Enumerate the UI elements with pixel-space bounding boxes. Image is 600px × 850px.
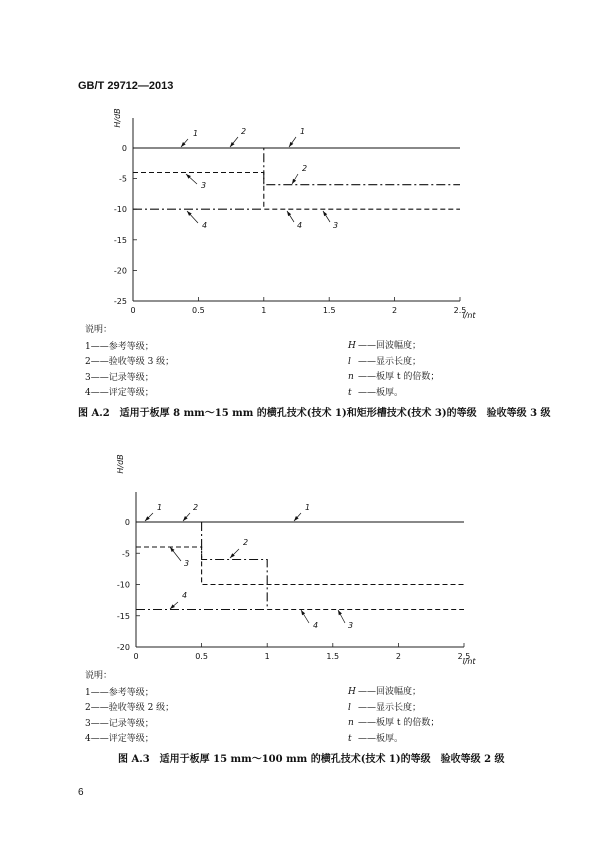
x-axis-label: l/nt [462,657,476,666]
y-tick-label: -5 [119,174,127,184]
legend-symbol-row: l ——显示长度； [348,356,422,367]
x-tick-label: 1.5 [326,652,340,661]
legend-symbol-row: n ——板厚 t 的倍数； [348,718,440,728]
fig-a3-legend-right [348,685,439,747]
x-tick-label: 0 [133,652,139,661]
figure-a2-caption: 图 A.2 适用于板厚 8 mm～15 mm 的横孔技术(技术 1)和矩形槽技术(技术 3)的等级 验收等级 3 级 [78,408,551,419]
callout-label: 2 [302,164,308,173]
fig-a3-legend-left [85,669,174,748]
y-tick-label: -5 [122,549,130,559]
page-number: 6 [78,787,84,798]
legend-item: 2——验收等级 2 级； [85,703,175,713]
legend-item: 4——评定等级； [85,388,154,398]
x-tick-label: 1 [261,306,267,315]
y-axis-label: H/dB [116,454,125,474]
y-tick-label: -15 [113,235,127,245]
x-tick-label: 0 [130,306,136,315]
y-tick-label: 0 [121,144,127,153]
callout-label: 2 [241,127,247,136]
y-tick-label: 0 [124,518,130,527]
callout-label: 3 [348,621,354,630]
x-tick-label: 0.5 [195,652,208,661]
callout-label: 1 [157,503,163,512]
series-line-2 [202,522,268,610]
legend-symbol-row: H ——回波幅度； [348,341,422,351]
callout-label: 2 [243,538,249,547]
callout-label: 4 [202,221,208,230]
legend-item: 3——记录等级； [85,718,154,729]
callout-label: 4 [313,621,319,630]
x-tick-label: 2.5 [457,652,471,661]
y-tick-label: -25 [113,297,127,306]
legend-symbol-row: l ——显示长度； [348,702,422,713]
legend-title: 说明： [85,325,113,335]
x-axis-label: l/nt [462,311,476,320]
callout-label: 1 [193,129,199,138]
y-tick-label: -10 [116,580,130,590]
legend-symbol-row: H ——回波幅度； [348,687,422,697]
x-tick-label: 0.5 [192,306,205,315]
callout-label: 2 [193,503,199,512]
callout-label: 3 [184,559,190,568]
standard-id: GB/T 29712—2013 [78,80,174,92]
callout-label: 4 [182,591,188,600]
figure-a3-caption: 图 A.3 适用于板厚 15 mm～100 mm 的横孔技术(技术 1)的等级 验收等级 2 级 [118,754,505,765]
legend-item: 3——记录等级； [85,372,154,383]
x-tick-label: 2 [392,306,398,315]
legend-item: 1——参考等级； [85,341,154,352]
legend-item: 1——参考等级； [85,687,154,698]
y-tick-label: -20 [113,266,127,276]
legend-item: 4——评定等级； [85,734,154,744]
callout-arrowhead [338,610,342,615]
x-tick-label: 1.5 [322,306,336,315]
x-tick-label: 2 [395,652,401,661]
callout-label: 3 [333,221,339,230]
legend-title: 说明： [85,671,113,681]
callout-label: 3 [201,181,207,190]
fig-a2-legend-left [85,323,174,402]
callout-label: 1 [305,503,311,512]
x-tick-label: 1 [264,652,270,661]
legend-symbol-row: n ——板厚 t 的倍数； [348,372,440,382]
callout-arrowhead [301,610,305,615]
fig-a2-legend-right [348,339,439,401]
y-axis-label: H/dB [113,108,122,128]
y-tick-label: -10 [113,205,127,215]
callout-arrowhead [170,547,175,552]
callout-label: 4 [297,221,303,230]
y-tick-label: -20 [116,643,130,652]
legend-symbol-row: t ——板厚。 [348,387,404,398]
x-tick-label: 2.5 [453,306,467,315]
callout-label: 1 [300,127,306,136]
legend-item: 2——验收等级 3 级； [85,357,175,367]
legend-symbol-row: t ——板厚。 [348,733,404,744]
y-tick-label: -15 [116,611,130,621]
